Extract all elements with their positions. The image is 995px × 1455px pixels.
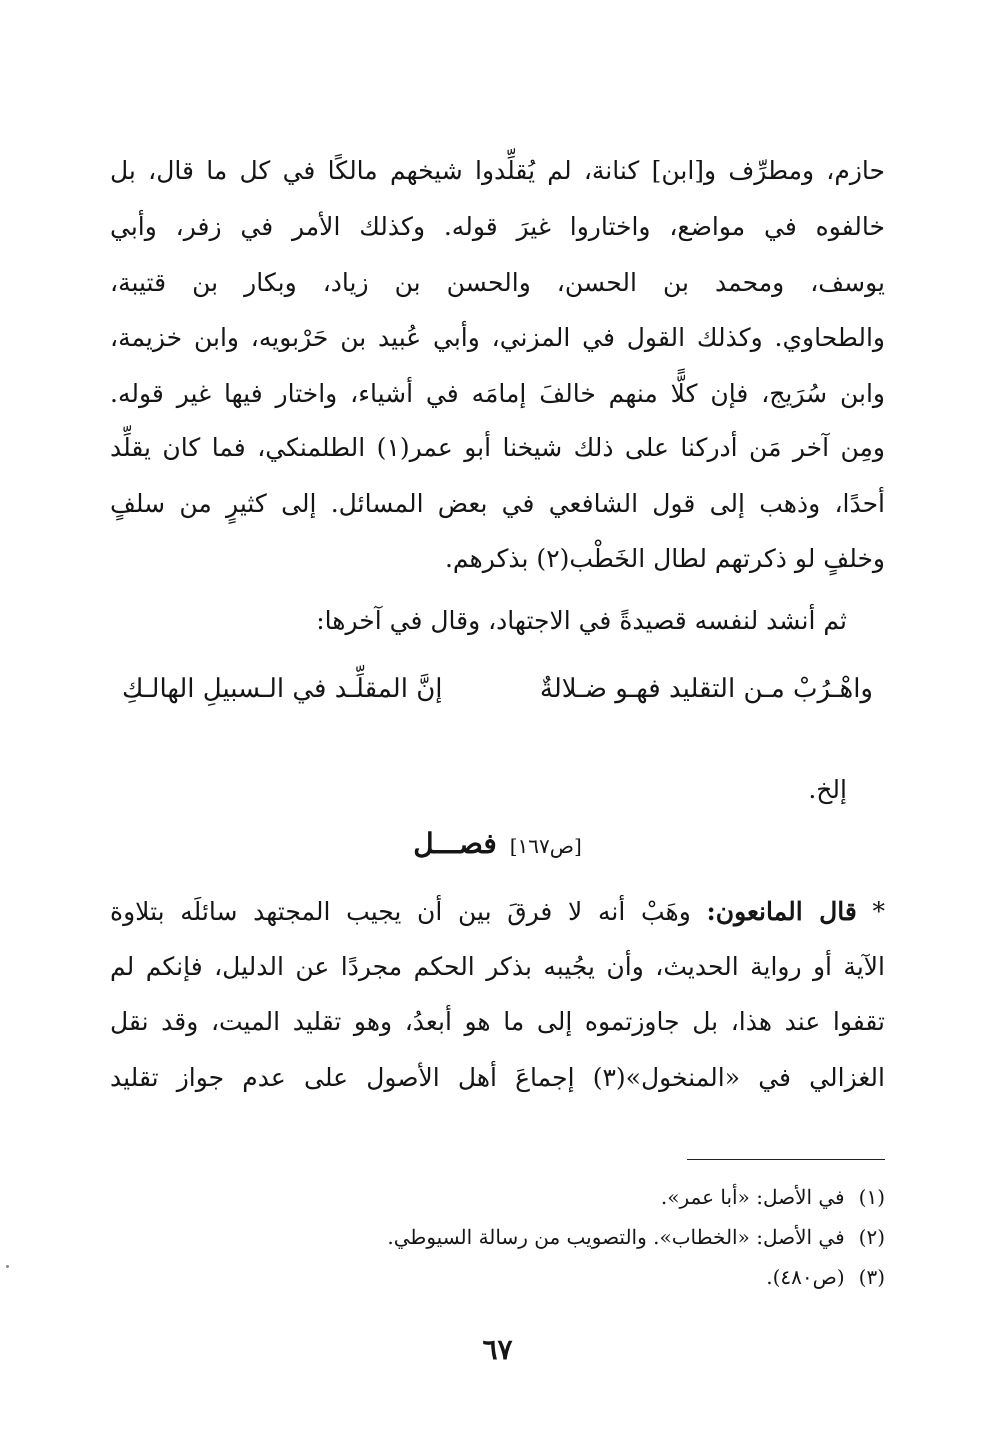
body-line: ومِن آخر مَن أدركنا على ذلك شيخنا أبو عمر(١) الطلمنكي، فما كان يقلِّد (110, 433, 886, 462)
body-line: خالفوه في مواضع، واختاروا غيرَ قوله. وكذلك الأمر في زفر، وأبي (110, 212, 885, 241)
footnote-text: في الأصل: «الخطاب». والتصويب من رسالة السيوطي. (387, 1225, 845, 1249)
etc-text: إلخ. (808, 775, 847, 804)
body-line: وخلفٍ لو ذكرتهم لطال الخَطْب(٢) بذكرهم. (444, 544, 885, 573)
section-title: فصـــل (413, 827, 497, 860)
body-line: يوسف، ومحمد بن الحسن، والحسن بن زياد، وبكار بن قتيبة، (110, 268, 885, 297)
footnote (387, 1221, 885, 1253)
body-line: وابن سُرَيج، فإن كلًّا منهم خالفَ إمامَه في أشياء، واختار فيها غير قوله. (110, 379, 885, 408)
footnote-number: (٢) (858, 1225, 885, 1249)
lead-phrase: قال المانعون: (706, 897, 857, 926)
section-line: الآية أو رواية الحديث، وأن يجُيبه بذكر الحكم مجردًا عن الدليل، فإنكم لم (110, 952, 885, 981)
section-heading (0, 826, 995, 865)
verse-intro: ثم أنشد لنفسه قصيدةً في الاجتهاد، وقال في آخرها: (316, 606, 847, 635)
star-marker: * (872, 897, 885, 926)
verse-second-hemistich: إنَّ المقلِّـد في الـسبيلِ الهالـكِ (122, 674, 443, 704)
section-line: تقفوا عند هذا، بل جاوزتموه إلى ما هو أبعدُ، وهو تقليد الميت، وقد نقل (110, 1007, 885, 1036)
footnote-text: (ص٤٨٠). (766, 1265, 845, 1289)
body-line: والطحاوي. وكذلك القول في المزني، وأبي عُبيد بن حَرْبويه، وابن خزيمة، (110, 323, 885, 352)
footnote-number: (١) (858, 1185, 885, 1209)
section-first-line (110, 888, 885, 936)
body-line: حازم، ومطرِّف و[ابن] كنانة، لم يُقلِّدوا شيخهم مالكًا في كل ما قال، بل (110, 156, 885, 185)
line-rest: وهَبْ أنه لا فرقَ بين أن يجيب المجتهد سائلَه بتلاوة (110, 897, 691, 926)
footnote-separator (687, 1159, 885, 1160)
footnote-text: في الأصل: «أبا عمر». (660, 1185, 845, 1209)
footnote-number: (٣) (858, 1265, 885, 1289)
footnote (766, 1261, 885, 1293)
body-line: أحدًا، وذهب إلى قول الشافعي في بعض المسائل. إلى كثيرٍ من سلفٍ (110, 489, 885, 518)
verse-first-hemistich: واهْـرُبْ مـن التقليد فهـو ضـلالةٌ (539, 674, 873, 704)
page-number: ٦٧ (482, 1333, 513, 1366)
footnote (661, 1181, 885, 1213)
section-line: الغزالي في «المنخول»(٣) إجماعَ أهل الأصول على عدم جواز تقليد (110, 1063, 885, 1092)
page-reference: [ص١٦٧] (509, 834, 582, 858)
scan-speck (6, 1265, 9, 1268)
